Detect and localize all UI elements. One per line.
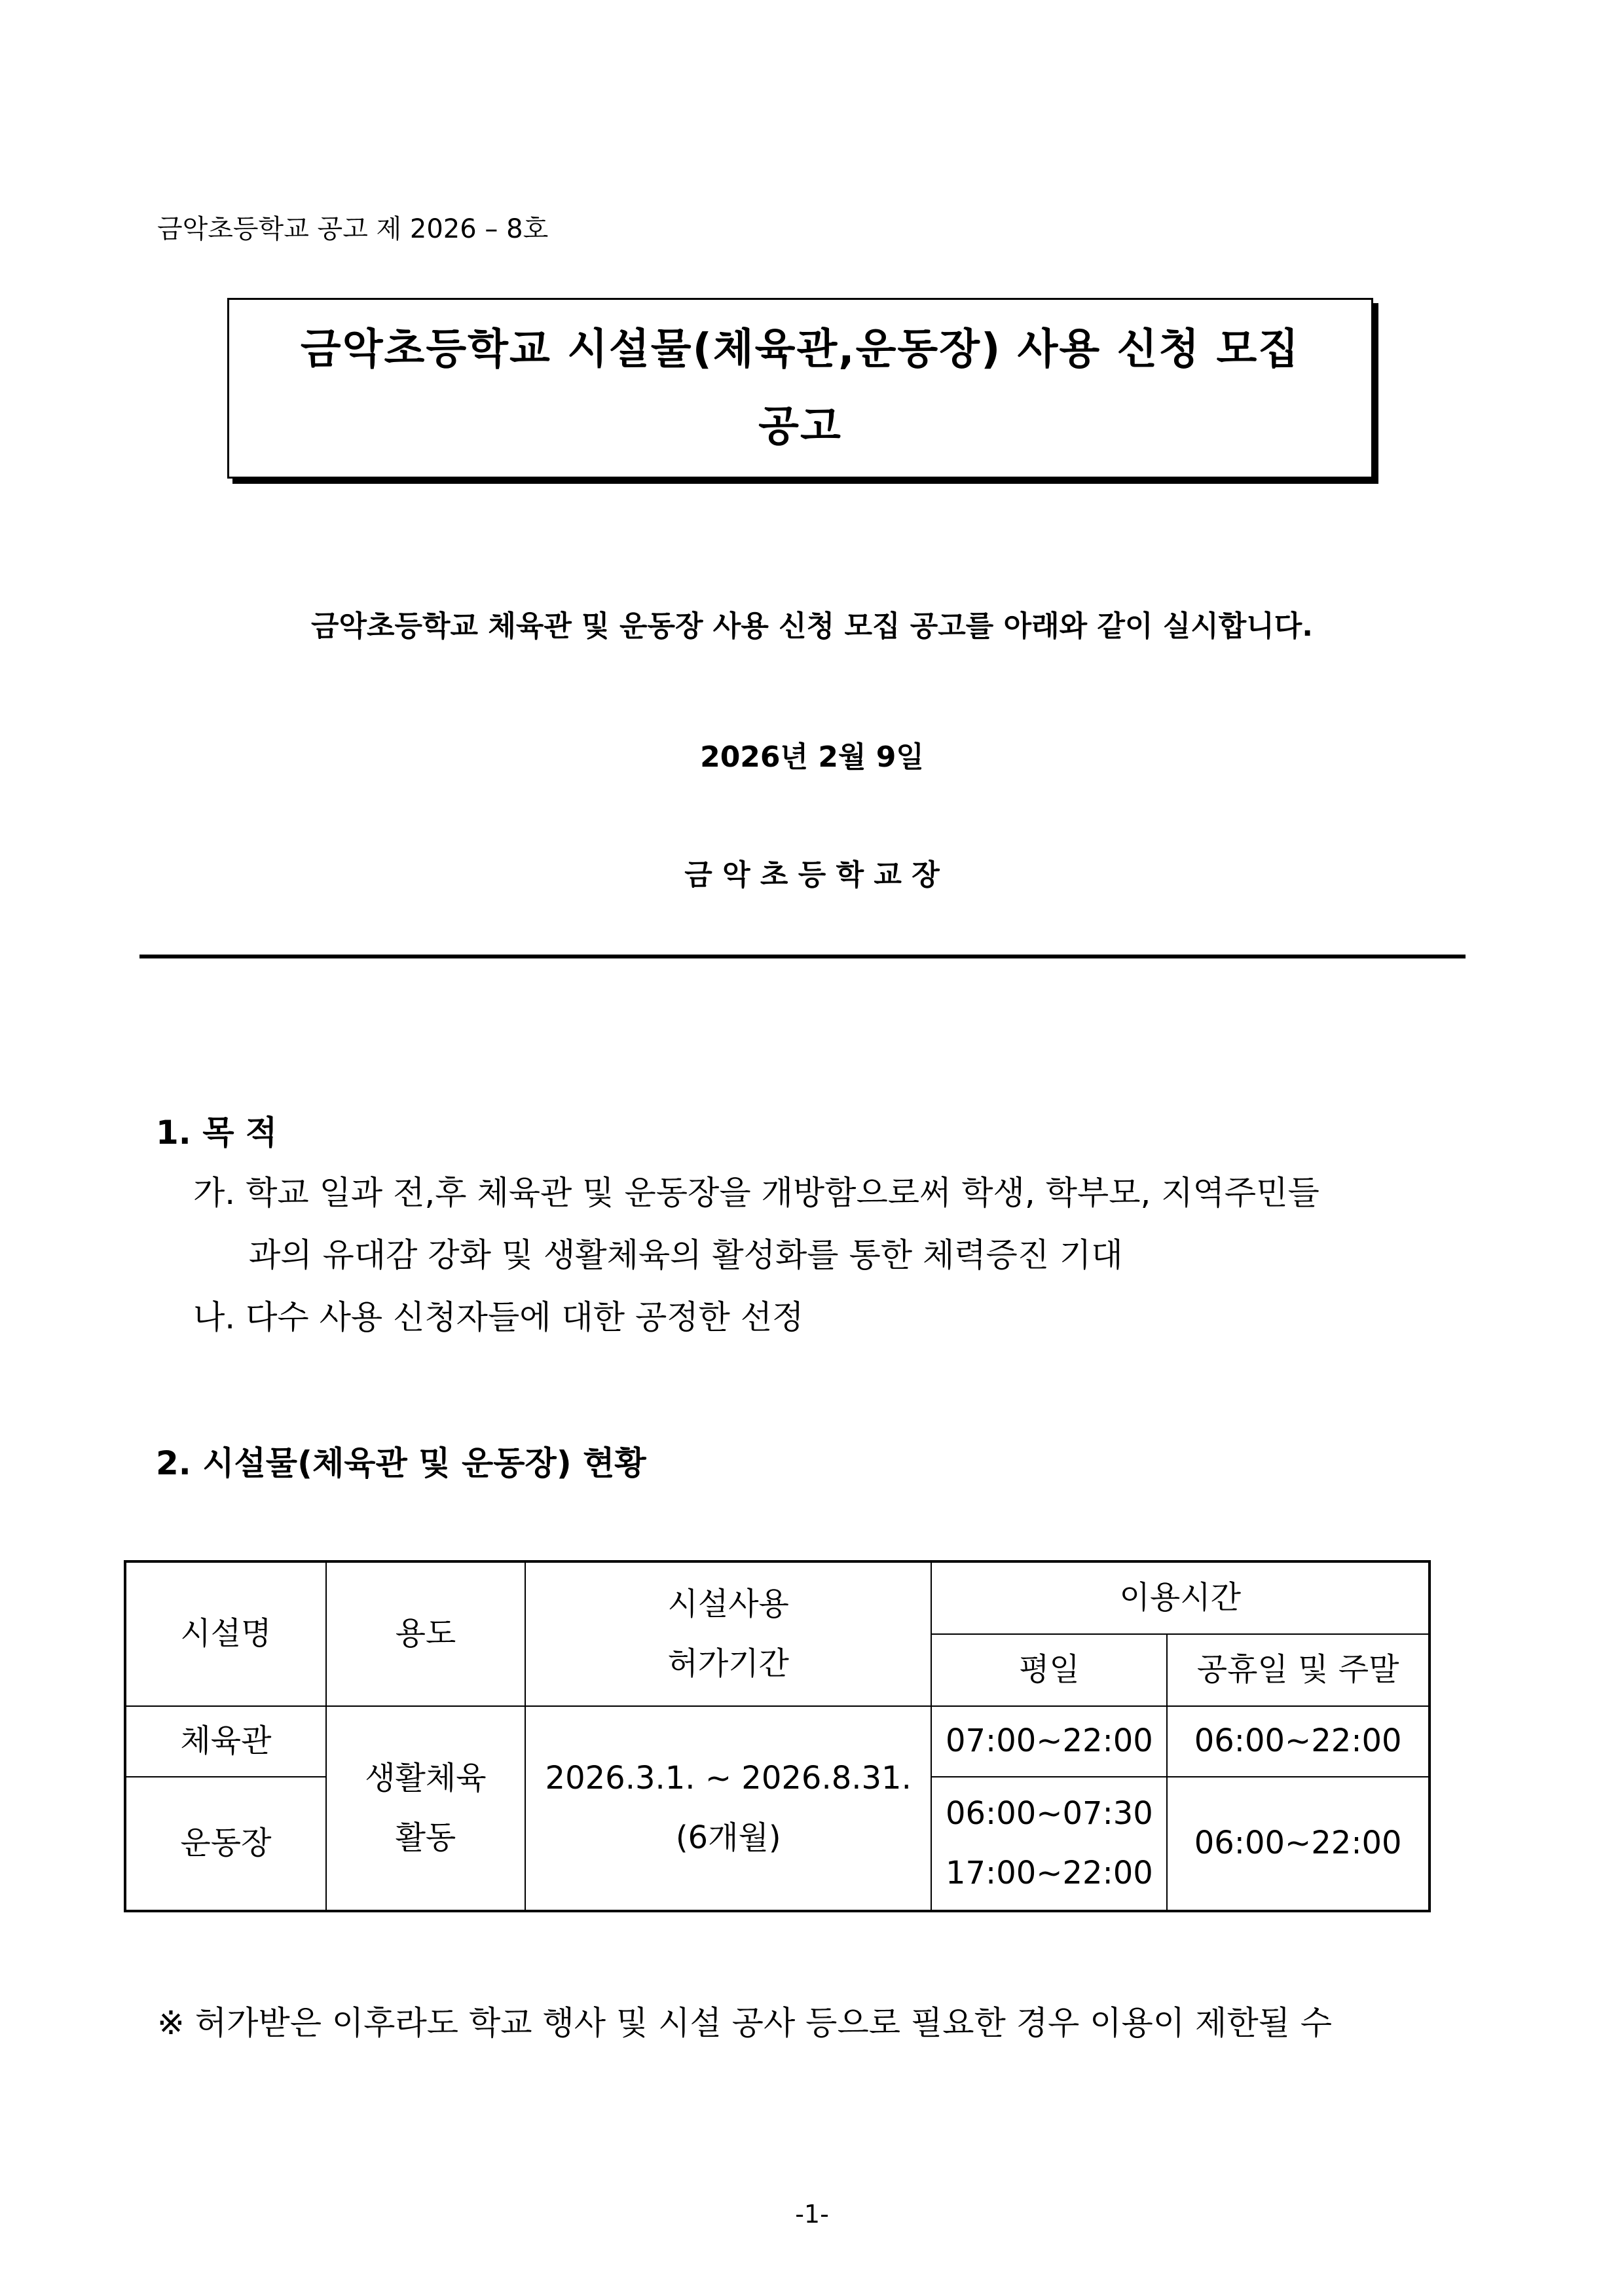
field-holiday-hours: 06:00~22:00 [1167,1777,1430,1911]
section1-heading: 1. 목 적 [156,1114,278,1152]
header-permit-period-line1: 시설사용 [667,1585,789,1622]
gym-holiday-hours: 06:00~22:00 [1167,1706,1430,1777]
period-line2: (6개월) [675,1819,781,1856]
facility-table [124,1560,1431,1912]
issuer-signature: 금 악 초 등 학 교 장 [684,858,940,892]
header-permit-period-line2: 허가기간 [667,1645,789,1682]
period-line1: 2026.3.1. ~ 2026.8.31. [545,1759,912,1796]
issue-date: 2026년 2월 9일 [700,740,924,774]
divider [139,955,1466,958]
section1-item-b: 나. 다수 사용 신청자들에 대한 공정한 선정 [193,1298,804,1336]
field-weekday-hours-line1: 06:00~07:30 [945,1795,1153,1832]
section1-item-a-line2: 과의 유대감 강화 및 생활체육의 활성화를 통한 체력증진 기대 [249,1236,1123,1274]
purpose-line2: 활동 [395,1819,456,1856]
document-title-line2: 공고 [758,403,842,451]
notice-reference-number: 금악초등학교 공고 제 2026 – 8호 [157,214,549,244]
field-name: 운동장 [125,1777,326,1911]
header-holiday: 공휴일 및 주말 [1167,1634,1430,1706]
header-usage-time: 이용시간 [931,1561,1430,1634]
page-number: -1- [795,2200,829,2229]
field-weekday-hours-line2: 17:00~22:00 [945,1855,1153,1891]
document-title-line1: 금악초등학교 시설물(체육관,운동장) 사용 신청 모집 [300,325,1301,374]
gym-weekday-hours: 07:00~22:00 [931,1706,1167,1777]
section1-item-a-line1: 가. 학교 일과 전,후 체육관 및 운동장을 개방함으로써 학생, 학부모, 지역주민들 [193,1174,1320,1212]
gym-name: 체육관 [125,1706,326,1777]
note-text: ※ 허가받은 이후라도 학교 행사 및 시설 공사 등으로 필요한 경우 이용이 제한될 수 [157,2004,1333,2042]
period-cell [525,1706,932,1911]
purpose-line1: 생활체육 [365,1759,487,1796]
title-box [227,298,1373,479]
header-permit-period [525,1561,932,1706]
section2-heading: 2. 시설물(체육관 및 운동장) 현황 [156,1444,646,1482]
purpose-cell [326,1706,525,1911]
header-facility-name: 시설명 [125,1561,326,1706]
intro-text: 금악초등학교 체육관 및 운동장 사용 신청 모집 공고를 아래와 같이 실시합니다. [310,610,1314,643]
header-weekday: 평일 [931,1634,1167,1706]
header-purpose: 용도 [326,1561,525,1706]
field-weekday-hours [931,1777,1167,1911]
